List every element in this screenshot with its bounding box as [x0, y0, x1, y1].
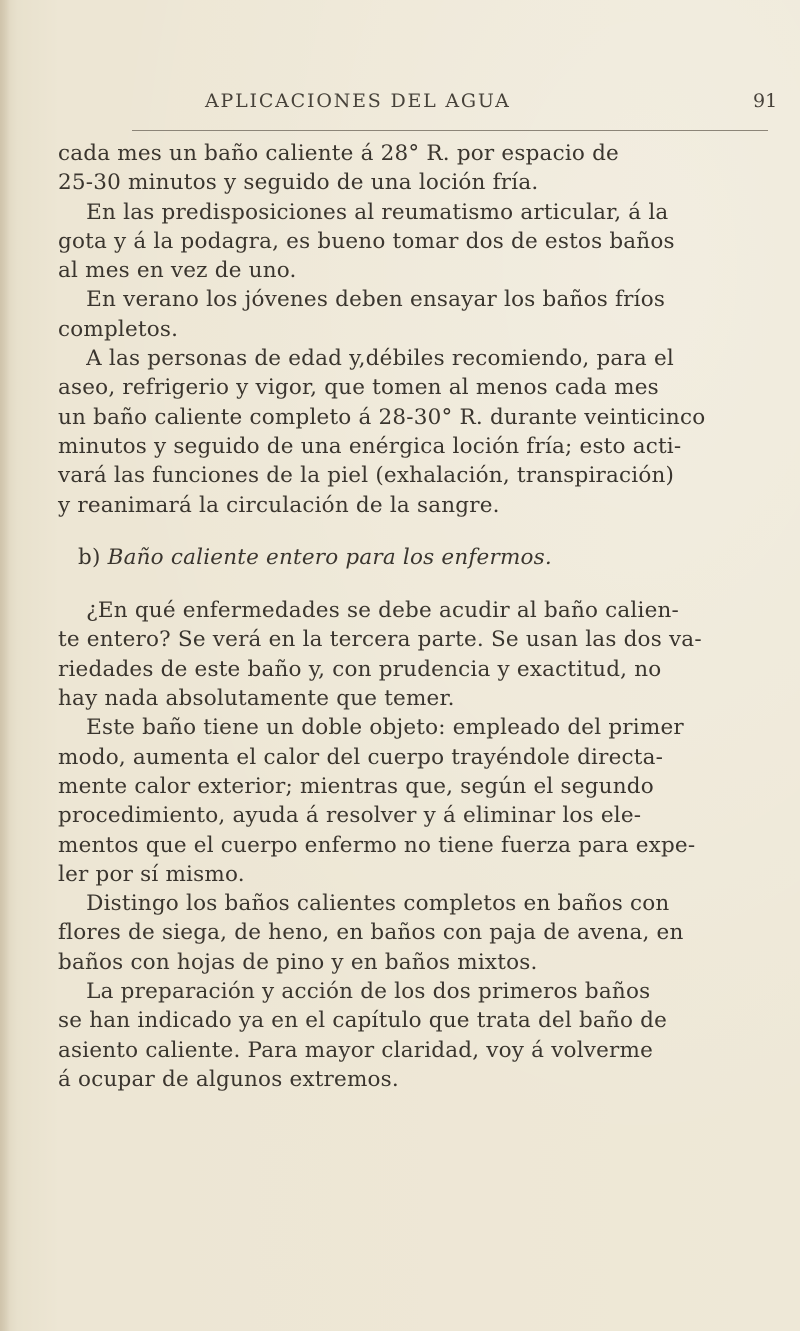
text-line: un baño caliente completo á 28-30° R. durante veinticinco [58, 404, 706, 430]
text-line: minutos y seguido de una enérgica loción fría; esto acti- [58, 433, 682, 459]
text-line: completos. [58, 316, 179, 342]
text-line: y reanimará la circulación de la sangre. [58, 492, 500, 518]
text-line: riedades de este baño y, con prudencia y exactitud, no [58, 656, 662, 682]
text-line: La preparación y acción de los dos primeros baños [58, 979, 651, 1005]
text-line: Este baño tiene un doble objeto: empleado del primer [58, 715, 684, 741]
text-line: mentos que el cuerpo enfermo no tiene fuerza para expe- [58, 832, 696, 858]
body-block-2 [58, 596, 770, 1094]
page-header [0, 90, 800, 120]
section-heading [78, 543, 770, 572]
text-line: mente calor exterior; mientras que, según el segundo [58, 773, 654, 799]
page-number: 91 [753, 90, 778, 112]
text-line: cada mes un baño caliente á 28° R. por espacio de [58, 141, 619, 166]
text-line: al mes en vez de uno. [58, 258, 297, 284]
text-line: Distingo los baños calientes completos en baños con [58, 891, 670, 917]
text-line: hay nada absolutamente que temer. [58, 686, 455, 712]
text-line: 25-30 minutos y seguido de una loción fría. [58, 170, 539, 196]
text-line: ¿En qué enfermedades se debe acudir al baño calien- [58, 598, 680, 624]
text-line: asiento caliente. Para mayor claridad, voy á volverme [58, 1037, 654, 1063]
text-line: aseo, refrigerio y vigor, que tomen al menos cada mes [58, 375, 659, 401]
text-line: ler por sí mismo. [58, 861, 245, 887]
text-line: A las personas de edad y,débiles recomiendo, para el [58, 346, 674, 372]
text-line: procedimiento, ayuda á resolver y á eliminar los ele- [58, 803, 642, 829]
section-title: Baño caliente entero para los enfermos. [107, 544, 552, 570]
text-line: En las predisposiciones al reumatismo articular, á la [58, 199, 669, 225]
body-block-1 [58, 139, 770, 520]
text-line: se han indicado ya en el capítulo que trata del baño de [58, 1008, 668, 1034]
text-line: En verano los jóvenes deben ensayar los baños fríos [58, 287, 666, 313]
text-line: gota y á la podagra, es bueno tomar dos de estos baños [58, 228, 675, 254]
gutter-shadow [0, 0, 10, 1331]
text-line: á ocupar de algunos extremos. [58, 1066, 399, 1092]
text-line: flores de siega, de heno, en baños con paja de avena, en [58, 920, 684, 946]
text-line: vará las funciones de la piel (exhalación, transpiración) [58, 463, 675, 489]
section-label: b) [78, 544, 101, 570]
running-head: APLICACIONES DEL AGUA [205, 90, 511, 112]
text-line: modo, aumenta el calor del cuerpo trayéndole directa- [58, 744, 664, 770]
text-line: baños con hojas de pino y en baños mixtos. [58, 949, 538, 975]
text-line: te entero? Se verá en la tercera parte. Se usan las dos va- [58, 627, 702, 653]
body-text [58, 139, 770, 1094]
header-rule [132, 130, 768, 131]
